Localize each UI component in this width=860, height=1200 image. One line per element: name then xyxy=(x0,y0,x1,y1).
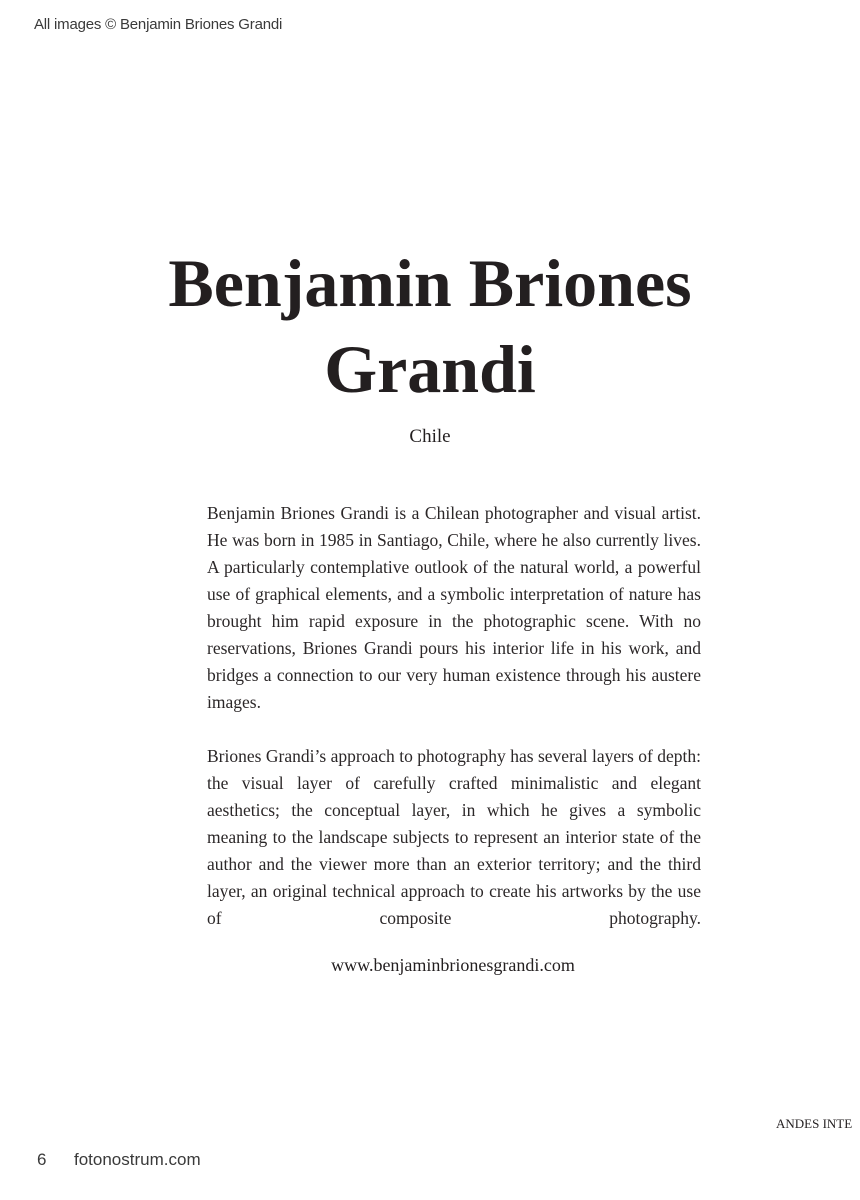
website-link[interactable]: www.benjaminbrionesgrandi.com xyxy=(331,955,575,975)
page-footer xyxy=(37,1150,201,1170)
footer-site: fotonostrum.com xyxy=(74,1150,201,1169)
title-line-1: Benjamin Briones xyxy=(168,245,692,321)
image-credit: All images © Benjamin Briones Grandi xyxy=(34,16,283,33)
page-number: 6 xyxy=(37,1150,47,1169)
article-body xyxy=(207,500,701,932)
title-line-2: Grandi xyxy=(324,331,536,407)
page-title xyxy=(0,240,860,412)
paragraph-2: Briones Grandi’s approach to photography has several layers of depth: the visual layer of carefully crafted minimalistic and elegant aesthetics; the conceptual layer, in which he gives a symbolic meaning to the landscape subjects to represent an interior state of the author and the viewer more than an exterior territory; and the third layer, an original technical approach to create his artworks by the use of composite photography. xyxy=(207,746,701,928)
paragraph-1: Benjamin Briones Grandi is a Chilean photographer and visual artist. He was born in 1985 in Santiago, Chile, where he also currently lives. A particularly contemplative outlook of the natural world, a powerful use of graphical elements, and a symbolic interpretation of nature has brought him rapid exposure in the photographic scene. With no reservations, Briones Grandi pours his interior life in his work, and bridges a connection to our very human existence through his austere images. xyxy=(207,503,701,712)
country-subtitle: Chile xyxy=(409,426,451,447)
running-head: ANDES INTE xyxy=(776,1116,853,1131)
